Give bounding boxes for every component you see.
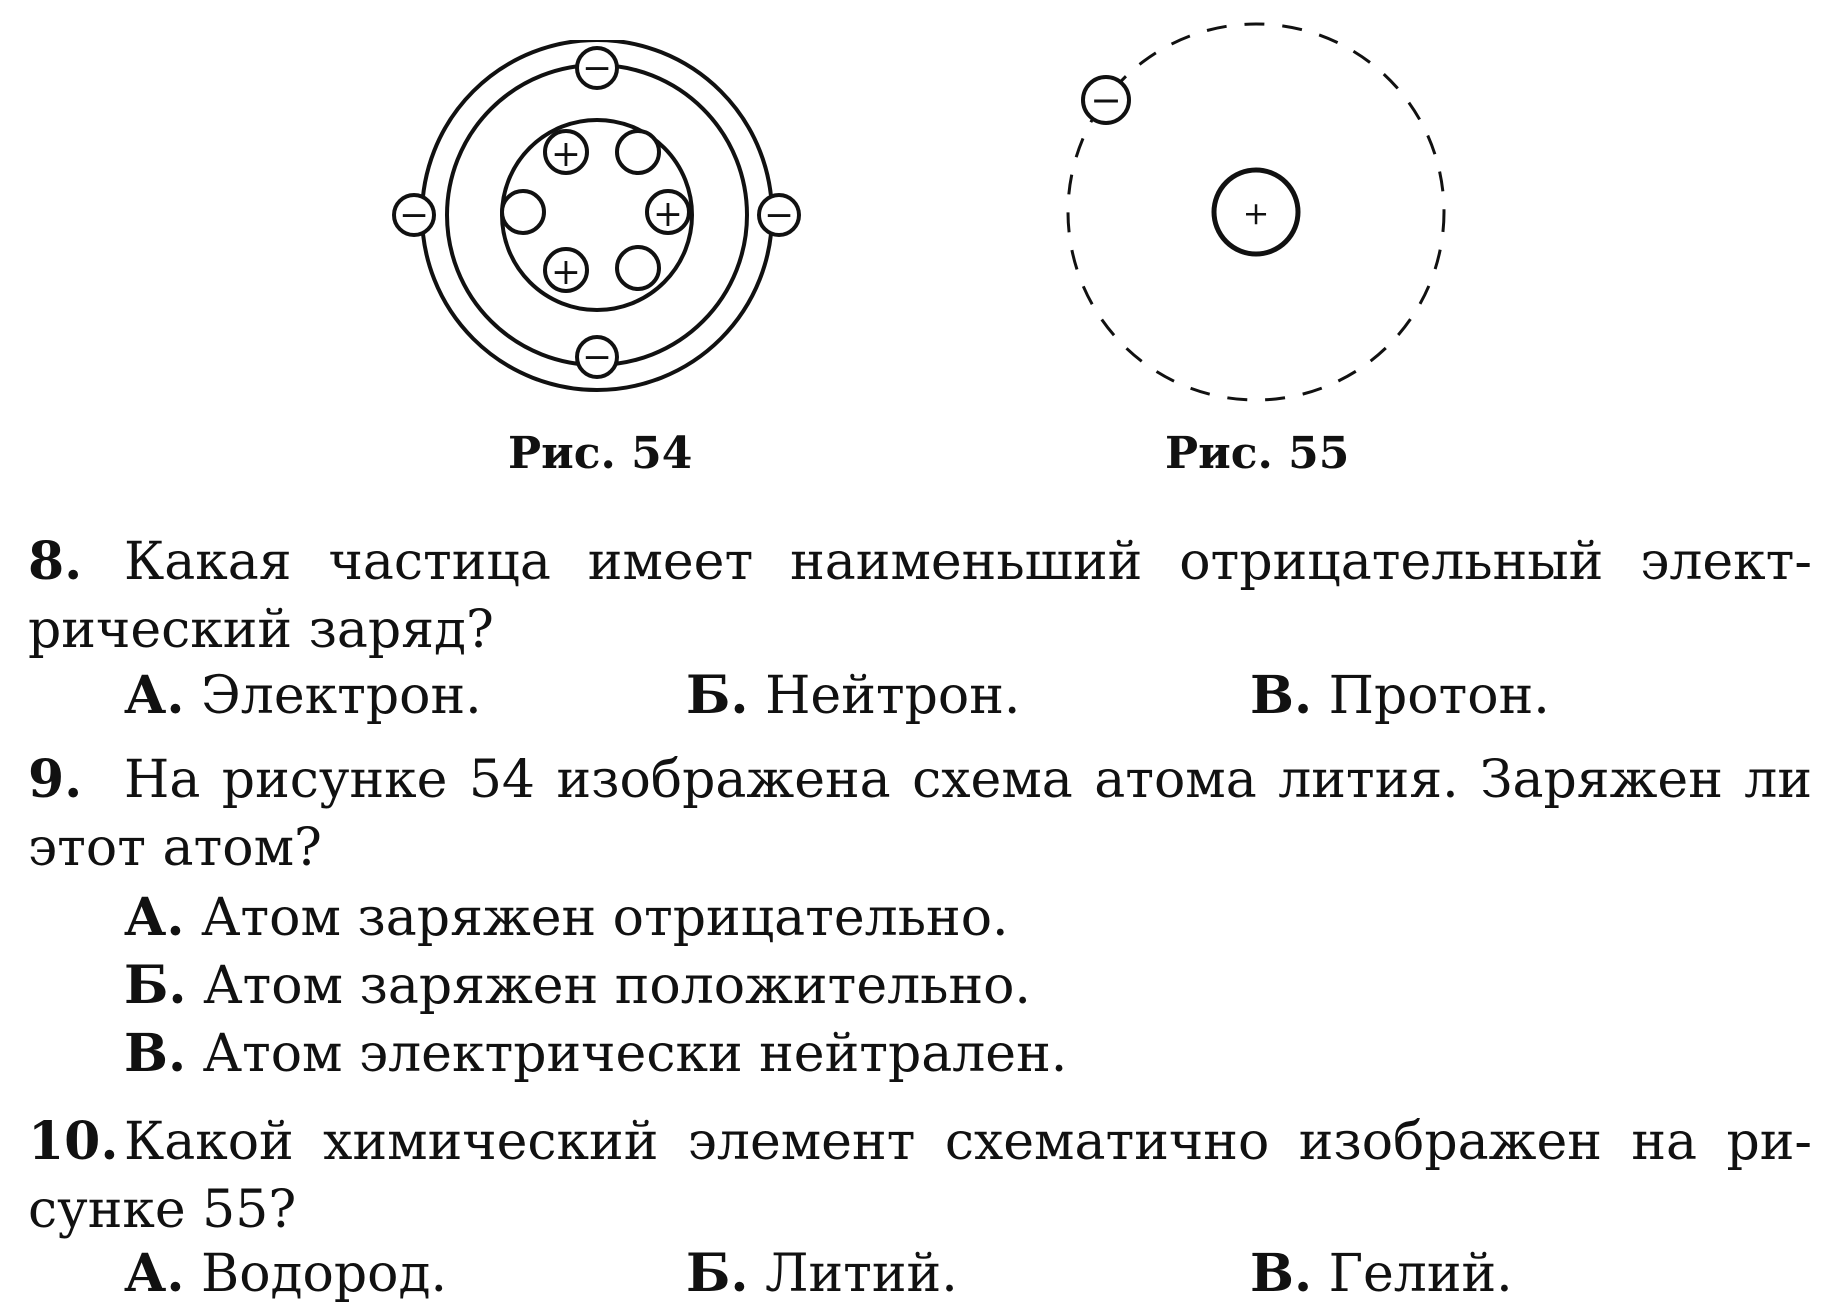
question-9-option-b bbox=[124, 952, 1031, 1020]
inner-orbit bbox=[447, 65, 747, 365]
question-8-option-a bbox=[124, 662, 482, 730]
option-text: Нейтрон. bbox=[765, 666, 1021, 726]
option-letter: В. bbox=[1250, 1243, 1313, 1304]
electron bbox=[577, 337, 617, 378]
question-number: 10. bbox=[28, 1111, 119, 1172]
option-letter: Б. bbox=[124, 955, 187, 1016]
option-text: Атом электрически нейтрален. bbox=[202, 1024, 1068, 1084]
svg-text:−: − bbox=[581, 337, 613, 378]
electron bbox=[577, 48, 617, 89]
svg-text:−: − bbox=[1090, 78, 1122, 122]
svg-text:+: + bbox=[550, 252, 582, 293]
option-letter: Б. bbox=[686, 1243, 749, 1304]
option-text: Атом заряжен положительно. bbox=[203, 956, 1031, 1016]
option-letter: В. bbox=[124, 1023, 187, 1084]
option-letter: А. bbox=[124, 665, 185, 726]
nucleus-proton bbox=[1214, 170, 1298, 254]
question-9-line-2: этот атом? bbox=[28, 818, 322, 878]
nucleon-proton bbox=[545, 131, 587, 175]
nucleon-neutron bbox=[617, 247, 659, 289]
svg-text:−: − bbox=[581, 48, 613, 89]
electron bbox=[759, 195, 799, 236]
option-text: Водород. bbox=[201, 1244, 447, 1304]
option-text: Литий. bbox=[765, 1244, 958, 1304]
question-number: 9. bbox=[28, 749, 83, 810]
nucleon-neutron bbox=[617, 131, 659, 173]
question-10-line-2: сунке 55? bbox=[28, 1180, 297, 1240]
svg-text:−: − bbox=[763, 195, 795, 236]
option-letter: В. bbox=[1250, 665, 1313, 726]
svg-text:+: + bbox=[652, 194, 684, 235]
question-9 bbox=[28, 746, 1812, 882]
option-letter: А. bbox=[124, 1243, 185, 1304]
nucleon-proton bbox=[545, 249, 587, 293]
option-text: Атом заряжен отрицательно. bbox=[201, 888, 1009, 948]
figure-55-hydrogen-atom bbox=[1050, 10, 1470, 420]
option-text: Протон. bbox=[1328, 666, 1550, 726]
option-text: Электрон. bbox=[201, 666, 482, 726]
question-9-line-1 bbox=[28, 746, 1812, 814]
question-8-option-c bbox=[1250, 662, 1550, 730]
svg-text:+: + bbox=[1242, 194, 1270, 232]
svg-text:−: − bbox=[398, 195, 430, 236]
question-10 bbox=[28, 1108, 1812, 1244]
question-8 bbox=[28, 528, 1812, 664]
nucleon-proton bbox=[647, 191, 689, 235]
question-9-option-c bbox=[124, 1020, 1067, 1088]
question-8-line-1 bbox=[28, 528, 1812, 596]
option-letter: Б. bbox=[686, 665, 749, 726]
electron bbox=[394, 195, 434, 236]
question-10-line-1 bbox=[28, 1108, 1812, 1176]
figure-54-caption: Рис. 54 bbox=[508, 428, 693, 479]
electron bbox=[1083, 77, 1129, 123]
question-8-option-b bbox=[686, 662, 1020, 730]
option-text: Гелий. bbox=[1328, 1244, 1513, 1304]
question-10-option-b bbox=[686, 1240, 958, 1308]
question-9-option-a bbox=[124, 884, 1009, 952]
question-text: На рисунке 54 изображена схема атома лития. Заряжен ли bbox=[124, 750, 1812, 810]
option-letter: А. bbox=[124, 887, 185, 948]
question-10-option-a bbox=[124, 1240, 447, 1308]
svg-text:+: + bbox=[550, 134, 582, 175]
question-text: Какой химический элемент схематично изображен на ри- bbox=[124, 1112, 1812, 1172]
question-8-line-2: рический заряд? bbox=[28, 600, 494, 660]
question-text: Какая частица имеет наименьший отрицательный элект- bbox=[124, 532, 1812, 592]
nucleon-neutron bbox=[502, 191, 544, 233]
question-number: 8. bbox=[28, 531, 83, 592]
question-10-option-c bbox=[1250, 1240, 1513, 1308]
figure-54-lithium-atom bbox=[380, 40, 820, 410]
figure-55-caption: Рис. 55 bbox=[1165, 428, 1350, 479]
